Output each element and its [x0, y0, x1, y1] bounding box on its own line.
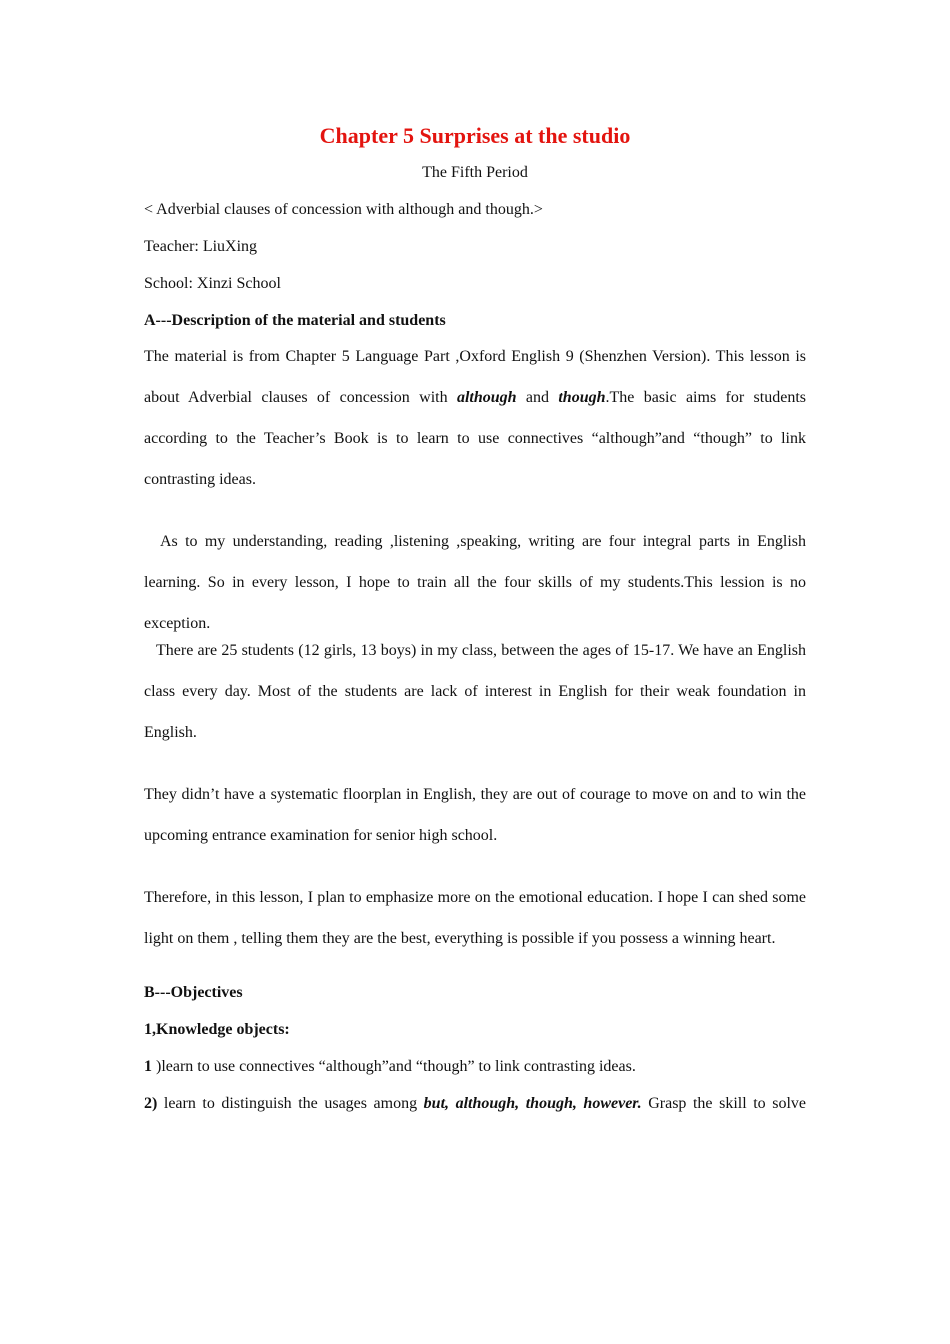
item-text: learn to distinguish the usages among: [157, 1095, 424, 1112]
spacer: [144, 753, 806, 774]
document-content: [144, 120, 806, 1130]
item-text: Grasp the skill to solve: [641, 1095, 807, 1112]
teacher-line: Teacher: LiuXing: [144, 238, 258, 255]
paragraph-text: .The basic aims for students according to the Teacher’s Book is to learn to use connectives “although”and “though” to link contrasting ideas.: [144, 389, 806, 488]
paragraph-text: There are 25 students (12 girls, 13 boys) in my class, between the ages of 15-17. We have an English class every day. Most of the students are lack of interest in English for their weak foundation in English.: [144, 642, 806, 741]
paragraph-text: Therefore, in this lesson, I plan to emphasize more on the emotional education. I hope I can shed some light on them , telling them they are the best, everything is possible if you possess a winning heart.: [144, 889, 806, 947]
emphasis-although: although: [456, 389, 517, 406]
period-label: The Fifth Period: [422, 164, 528, 181]
spacer: [144, 856, 806, 877]
school-line: School: Xinzi School: [144, 275, 281, 292]
section-b-heading: B---Objectives: [144, 984, 243, 1001]
paragraph-students: [144, 630, 806, 753]
paragraph-understanding: [144, 521, 806, 644]
emphasis-connectives: but, although, though, however.: [423, 1095, 642, 1112]
knowledge-objects-heading: 1,Knowledge objects:: [144, 1021, 290, 1038]
objective-item-1: [144, 1056, 806, 1078]
section-a-heading: A---Description of the material and students: [144, 312, 446, 329]
paragraph-text: The material is from Chapter 5 Language Part ,Oxford English 9 (Shenzhen Version). This lesson is about Adverbial clauses of concession with: [144, 348, 806, 406]
spacer: [144, 959, 806, 982]
emphasis-though: though: [558, 389, 606, 406]
objective-item-2: [144, 1093, 806, 1115]
item-number: 1: [144, 1058, 152, 1075]
paragraph-text: They didn’t have a systematic floorplan in English, they are out of courage to move on and to win the upcoming entrance examination for senior high school.: [144, 786, 806, 844]
paragraph-material: [144, 336, 806, 500]
spacer: [144, 500, 806, 521]
paragraph-floorplan: [144, 774, 806, 856]
document-title: Chapter 5 Surprises at the studio: [319, 123, 631, 148]
topic-line: < Adverbial clauses of concession with although and though.>: [144, 201, 543, 218]
item-number: 2): [144, 1095, 158, 1112]
item-text: )learn to use connectives “although”and “though” to link contrasting ideas.: [152, 1058, 636, 1075]
paragraph-text: As to my understanding, reading ,listening ,speaking, writing are four integral parts in English learning. So in every lesson, I hope to train all the four skills of my students.This lession is no exception.: [144, 533, 806, 632]
paragraph-text: and: [516, 389, 559, 406]
paragraph-therefore: [144, 877, 806, 959]
